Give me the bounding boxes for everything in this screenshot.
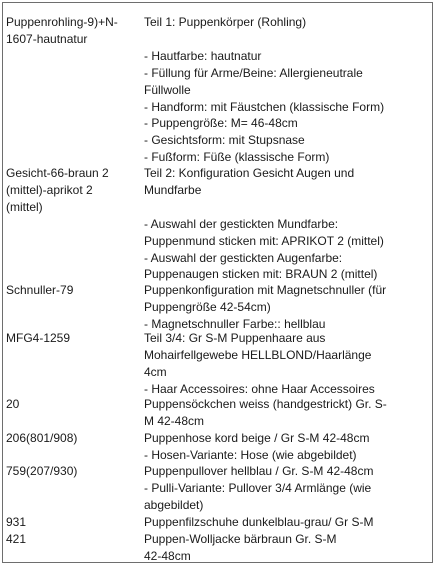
item-description-line: - Hautfarbe: hautnatur [144, 48, 262, 63]
item-description-line: - Handform: mit Fäustchen (klassische Form) [144, 99, 385, 114]
item-description-line: M 42-48cm [144, 413, 205, 428]
item-description-line: Mundfarbe [144, 182, 202, 197]
item-description-line: Puppenfilzschuhe dunkelblau-grau/ Gr S-M [144, 515, 374, 529]
item-code-line: MFG4-1259 [6, 331, 71, 345]
item-description-line: - Magnetschnuller Farbe:: hellblau [144, 316, 326, 331]
item-description-line: abgebildet) [144, 497, 204, 512]
item-description-line: 4cm [144, 364, 167, 379]
item-code-line: 759(207/930) [6, 464, 78, 478]
item-description-line: Füllwolle [144, 82, 191, 97]
item-description-line: - Fußform: Füße (klassische Form) [144, 150, 330, 165]
item-code-line: 1607-hautnatur [6, 31, 88, 46]
item-code-line: (mittel) [6, 199, 43, 214]
item-description-line: Mohairfellgewebe HELLBLOND/Haarlänge [144, 347, 372, 362]
item-description-line: - Füllung für Arme/Beine: Allergieneutrale [144, 65, 363, 80]
item-description-line: - Haar Accessoires: ohne Haar Accessoires [144, 381, 375, 396]
item-description-line: 42-48cm [144, 548, 191, 563]
item-description-line: Teil 1: Puppenkörper (Rohling) [144, 15, 307, 29]
item-code-line: Puppenrohling-9)+N- [6, 15, 118, 29]
item-description-line: Teil 3/4: Gr S-M Puppenhaare aus [144, 331, 326, 345]
item-description-line: - Hosen-Variante: Hose (wie abgebildet) [144, 447, 357, 462]
item-description-line: - Auswahl der gestickten Mundfarbe: [144, 216, 339, 231]
item-description-line: Puppenmund sticken mit: APRIKOT 2 (mittel) [144, 233, 384, 248]
item-code-line: 206(801/908) [6, 431, 78, 445]
item-description-line: - Pulli-Variante: Pullover 3/4 Armlänge (wie [144, 480, 372, 495]
item-description-line: - Puppengröße: M= 46-48cm [144, 116, 298, 131]
item-code-line: 421 [6, 532, 27, 546]
item-description-line: Teil 2: Konfiguration Gesicht Augen und [144, 166, 355, 180]
item-description-line: Puppensöckchen weiss (handgestrickt) Gr. S- [144, 397, 387, 411]
item-description-line: Puppenkonfiguration mit Magnetschnuller (für [144, 283, 387, 297]
item-code-line: 931 [6, 515, 27, 529]
item-description-line: - Gesichtsform: mit Stupsnase [144, 133, 305, 148]
item-description-line: Puppen-Wolljacke bärbraun Gr. S-M [144, 532, 337, 546]
item-description-line: Puppenaugen sticken mit: BRAUN 2 (mittel) [144, 267, 378, 282]
item-code-line: 20 [6, 397, 20, 411]
item-code-line: (mittel)-aprikot 2 [6, 182, 93, 197]
item-description-line: Puppenpullover hellblau / Gr. S-M 42-48cm [144, 464, 374, 478]
item-code-line: Gesicht-66-braun 2 [6, 166, 109, 180]
item-description-line: Puppenhose kord beige / Gr S-M 42-48cm [144, 431, 370, 445]
item-description-line: - Auswahl der gestickten Augenfarbe: [144, 250, 343, 265]
item-code-line: Schnuller-79 [6, 283, 74, 297]
item-description-line: Puppengröße 42-54cm) [144, 299, 271, 314]
